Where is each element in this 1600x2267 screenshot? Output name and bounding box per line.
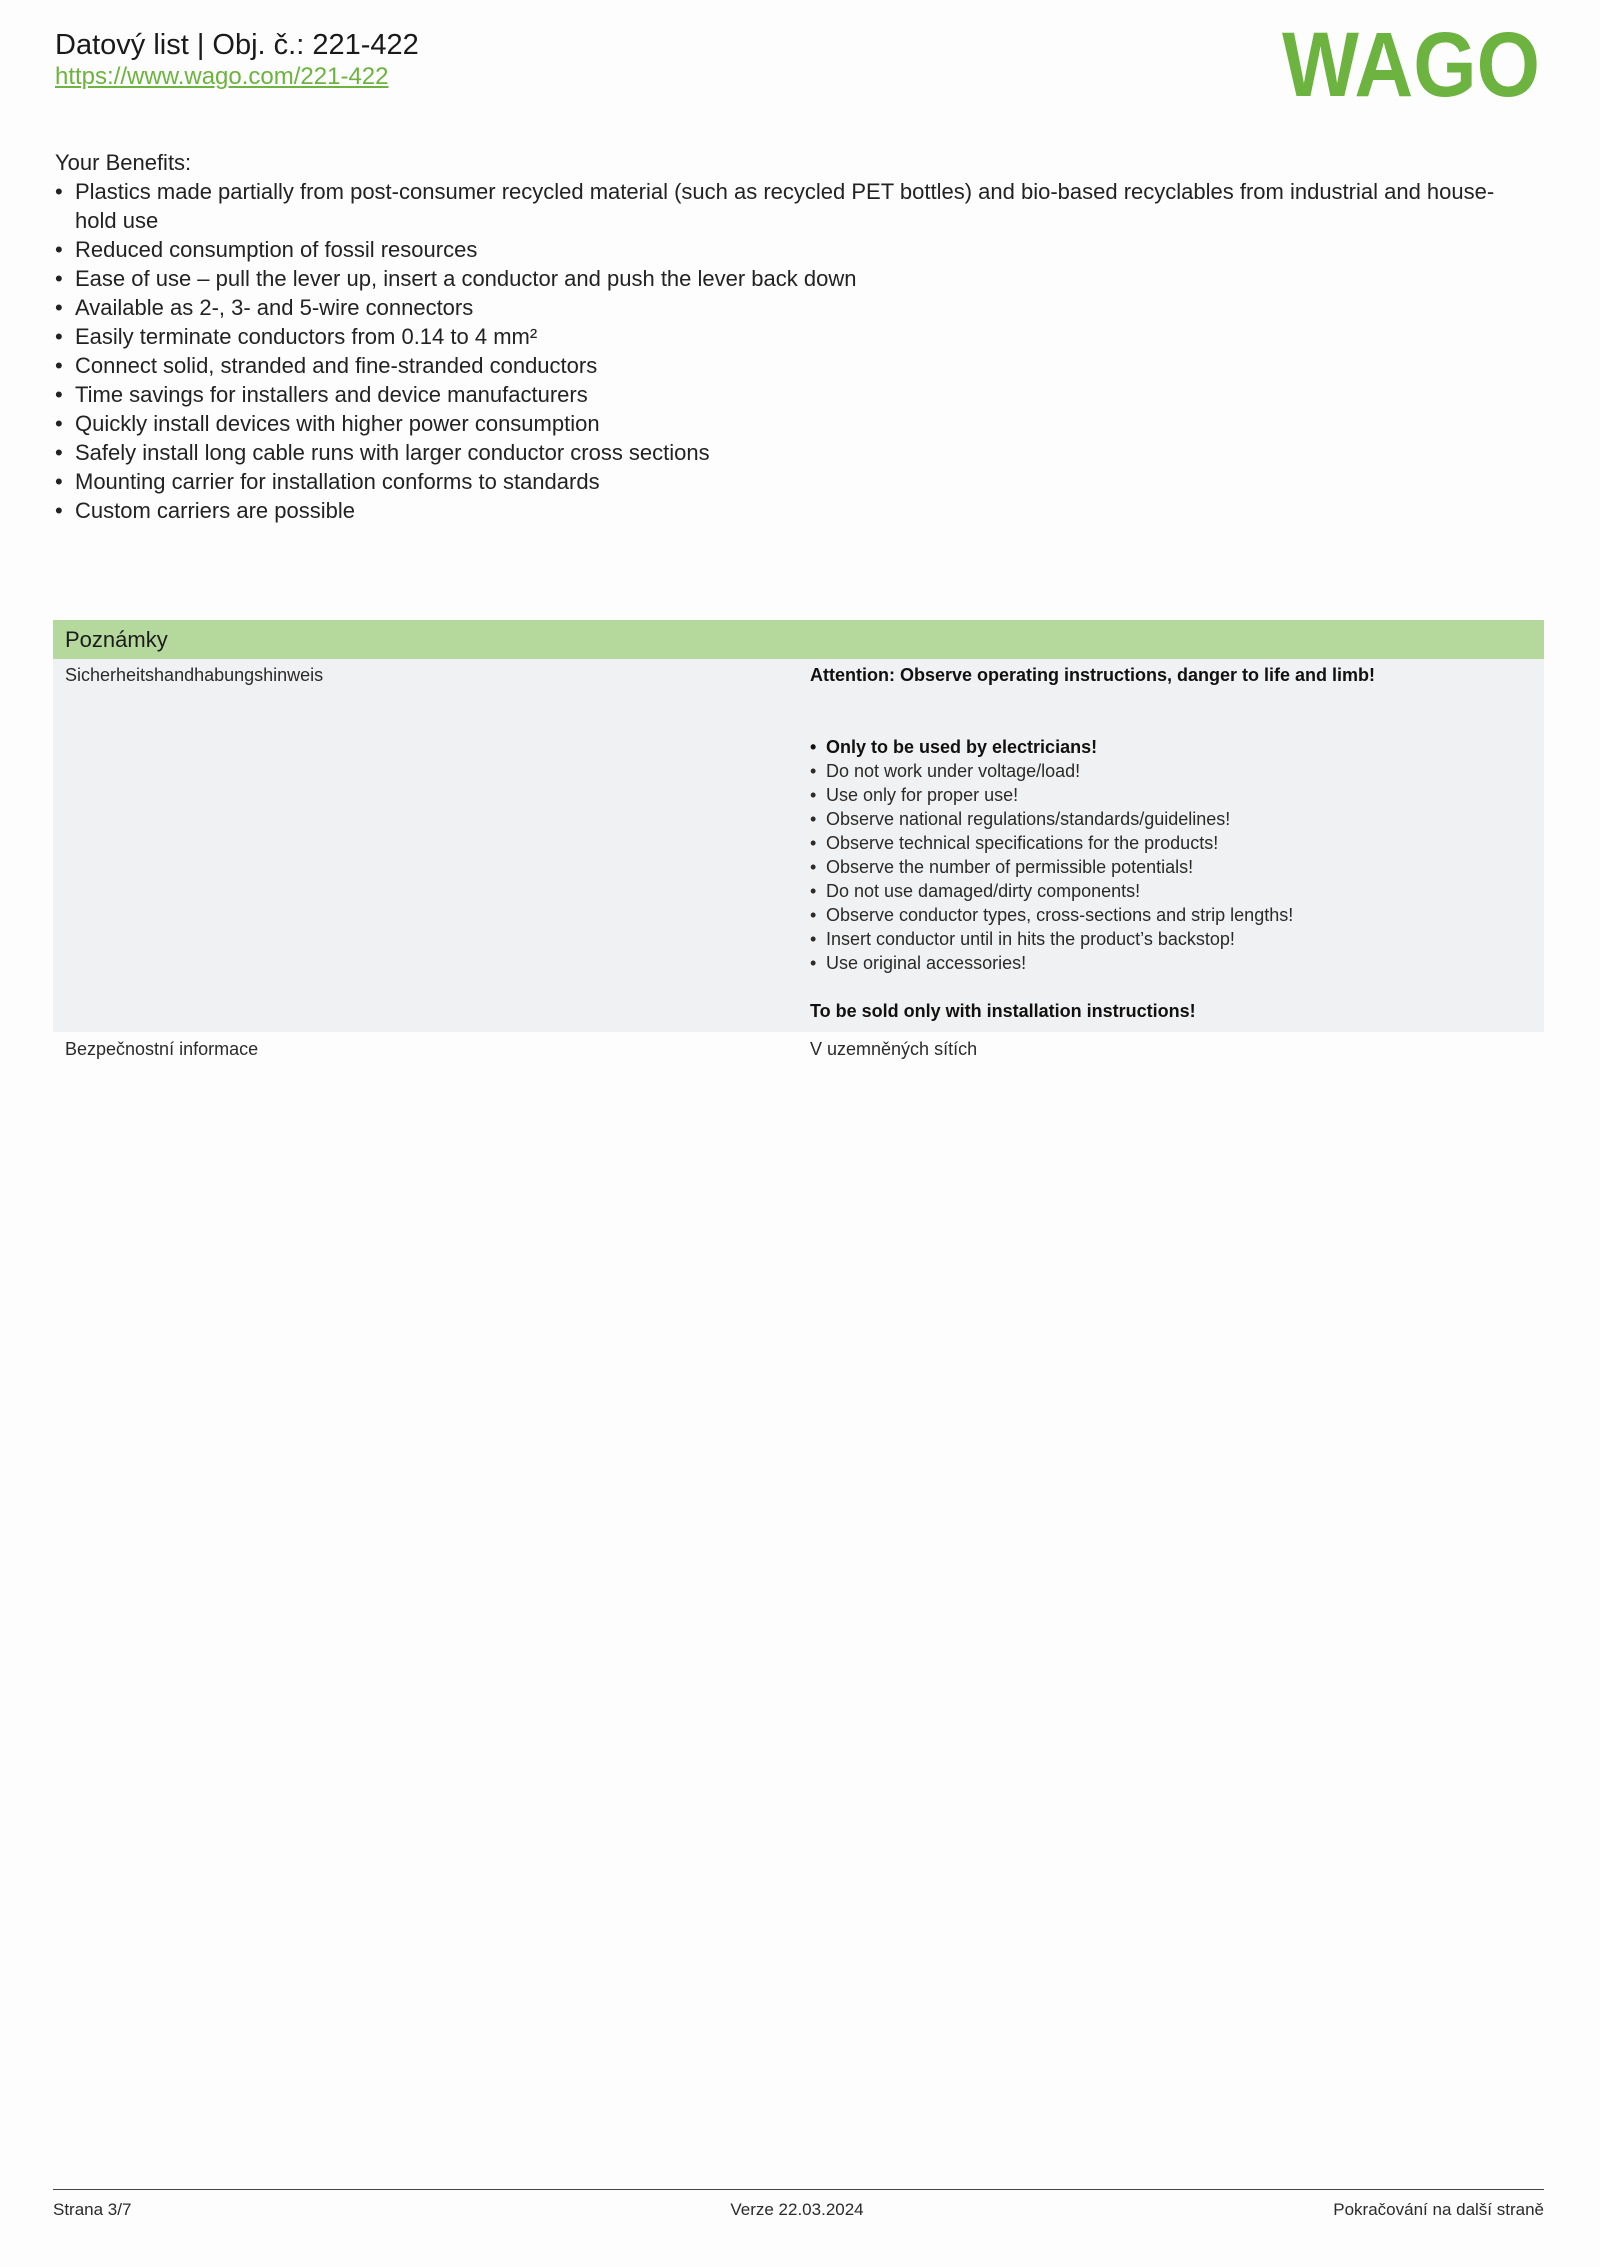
footer-divider [53, 2189, 1544, 2190]
list-item: • Observe conductor types, cross-sections and strip lengths! [810, 903, 1530, 927]
closing-note: To be sold only with installation instructions! [810, 1001, 1196, 1021]
table-row-safety-handling [53, 659, 1544, 1032]
logo-text: WAGO [1282, 14, 1540, 116]
table-row-safety-info [53, 1032, 1544, 1067]
benefits-heading: Your Benefits: [55, 150, 192, 175]
list-item: • Safely install long cable runs with larger conductor cross sections [55, 438, 1515, 467]
page-title: Datový list | Obj. č.: 221-422 [55, 29, 419, 61]
row-label: Bezpečnostní informace [65, 1039, 259, 1059]
list-item: • Time savings for installers and device manufacturers [55, 380, 1515, 409]
list-item: • Do not use damaged/dirty components! [810, 879, 1530, 903]
list-item: • Custom carriers are possible [55, 496, 1515, 525]
safety-bullet-list [810, 735, 1530, 975]
continued-note: Pokračování na další straně [1333, 2200, 1544, 2219]
list-item: • Quickly install devices with higher power consumption [55, 409, 1515, 438]
list-item: • Only to be used by electricians! [810, 735, 1530, 759]
row-value [810, 663, 1530, 1023]
benefits-list [55, 177, 1515, 525]
list-item: • Observe technical specifications for the products! [810, 831, 1530, 855]
list-item: • Mounting carrier for installation conforms to standards [55, 467, 1515, 496]
benefits-section [55, 148, 1515, 525]
version-date: Verze 22.03.2024 [730, 2200, 864, 2219]
list-item: • Observe national regulations/standards/guidelines! [810, 807, 1530, 831]
row-value: V uzemněných sítích [810, 1039, 978, 1059]
list-item: • Observe the number of permissible potentials! [810, 855, 1530, 879]
wago-logo [1280, 14, 1542, 116]
notes-section-title: Poznámky [65, 627, 168, 652]
list-item: • Use only for proper use! [810, 783, 1530, 807]
list-item: • Easily terminate conductors from 0.14 to 4 mm² [55, 322, 1515, 351]
list-item: • Use original accessories! [810, 951, 1530, 975]
list-item: • Ease of use – pull the lever up, insert a conductor and push the lever back down [55, 264, 1515, 293]
notes-section-header [53, 620, 1544, 659]
list-item: • Plastics made partially from post-consumer recycled material (such as recycled PET bottles) and bio-based recyclables from industrial and house-hold use [55, 177, 1515, 235]
row-label: Sicherheitshandhabungshinweis [65, 665, 324, 685]
list-item: • Available as 2-, 3- and 5-wire connectors [55, 293, 1515, 322]
list-item: • Connect solid, stranded and fine-stranded conductors [55, 351, 1515, 380]
attention-text: Attention: Observe operating instructions, danger to life and limb! [810, 665, 1376, 685]
list-item: • Reduced consumption of fossil resources [55, 235, 1515, 264]
list-item: • Insert conductor until in hits the product’s backstop! [810, 927, 1530, 951]
product-url-link[interactable]: https://www.wago.com/221-422 [55, 63, 389, 90]
page-number: Strana 3/7 [53, 2200, 132, 2219]
list-item: • Do not work under voltage/load! [810, 759, 1530, 783]
